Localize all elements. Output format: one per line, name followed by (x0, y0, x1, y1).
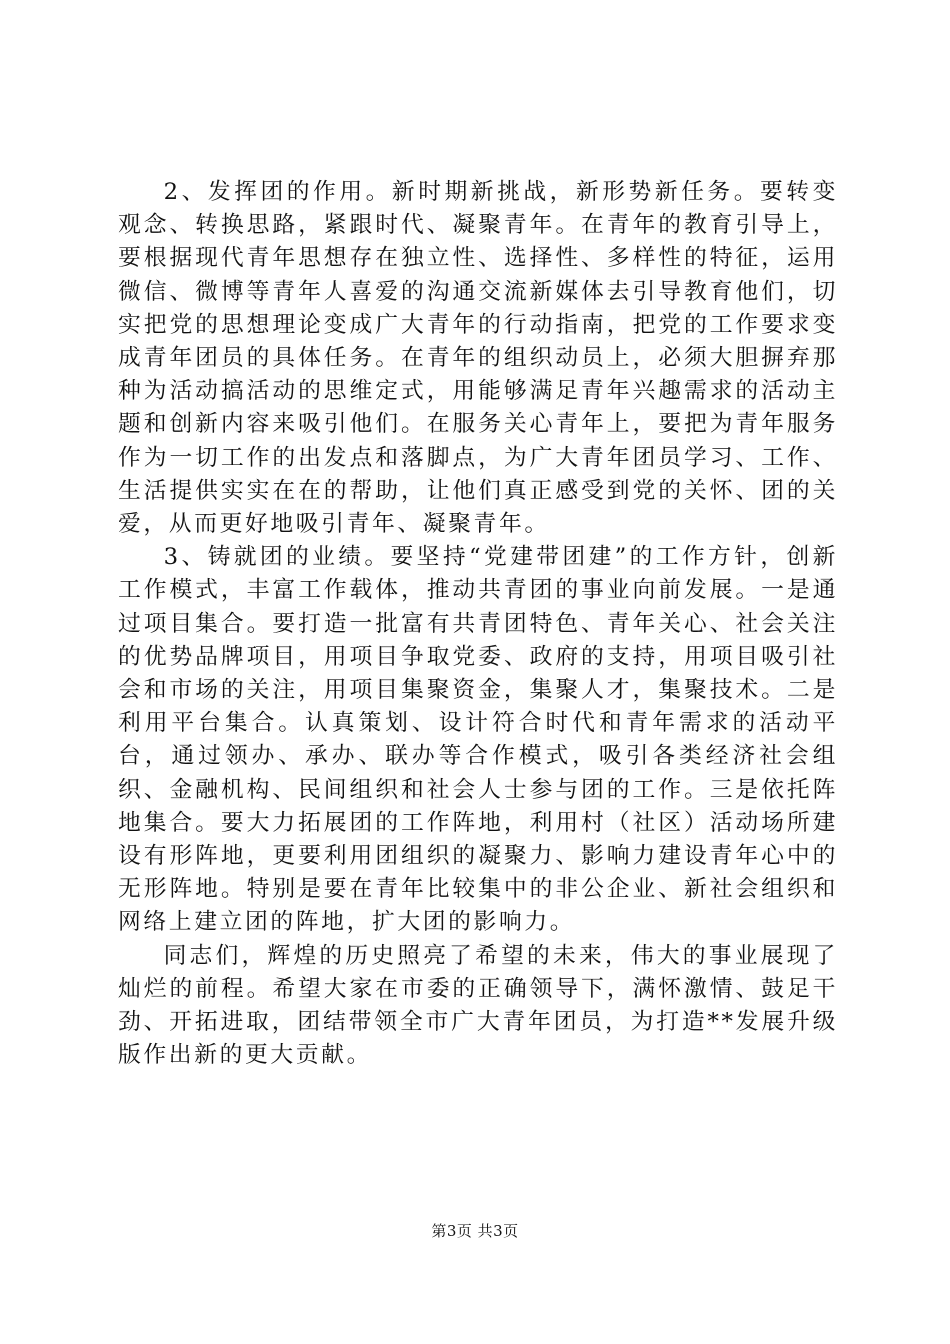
paragraph-section-2: 2、发挥团的作用。新时期新挑战，新形势新任务。要转变观念、转换思路，紧跟时代、凝聚青年。在青年的教育引导上，要根据现代青年思想存在独立性、选择性、多样性的特征，运用微信、微博等青年人喜爱的沟通交流新媒体去引导教育他们，切实把党的思想理论变成广大青年的行动指南，把党的工作要求变成青年团员的具体任务。在青年的组织动员上，必须大胆摒弃那种为活动搞活动的思维定式，用能够满足青年兴趣需求的活动主题和创新内容来吸引他们。在服务关心青年上，要把为青年服务作为一切工作的出发点和落脚点，为广大青年团员学习、工作、生活提供实实在在的帮助，让他们真正感受到党的关怀、团的关爱，从而更好地吸引青年、凝聚青年。 (118, 179, 838, 538)
paragraph-section-3: 3、铸就团的业绩。要坚持“党建带团建”的工作方针，创新工作模式，丰富工作载体，推动共青团的事业向前发展。一是通过项目集合。要打造一批富有共青团特色、青年关心、社会关注的优势品牌项目，用项目争取党委、政府的支持，用项目吸引社会和市场的关注，用项目集聚资金，集聚人才，集聚技术。二是利用平台集合。认真策划、设计符合时代和青年需求的活动平台，通过领办、承办、联办等合作模式，吸引各类经济社会组织、金融机构、民间组织和社会人士参与团的工作。三是依托阵地集合。要大力拓展团的工作阵地，利用村（社区）活动场所建设有形阵地，更要利用团组织的凝聚力、影响力建设青年心中的无形阵地。特别是要在青年比较集中的非公企业、新社会组织和网络上建立团的阵地，扩大团的影响力。 (118, 544, 838, 936)
paragraph-closing: 同志们，辉煌的历史照亮了希望的未来，伟大的事业展现了灿烂的前程。希望大家在市委的正确领导下，满怀激情、鼓足干劲、开拓进取，团结带领全市广大青年团员，为打造**发展升级版作出新的更大贡献。 (118, 942, 838, 1069)
document-body (118, 176, 838, 1072)
page-footer: 第3页 共3页 (431, 1222, 519, 1240)
